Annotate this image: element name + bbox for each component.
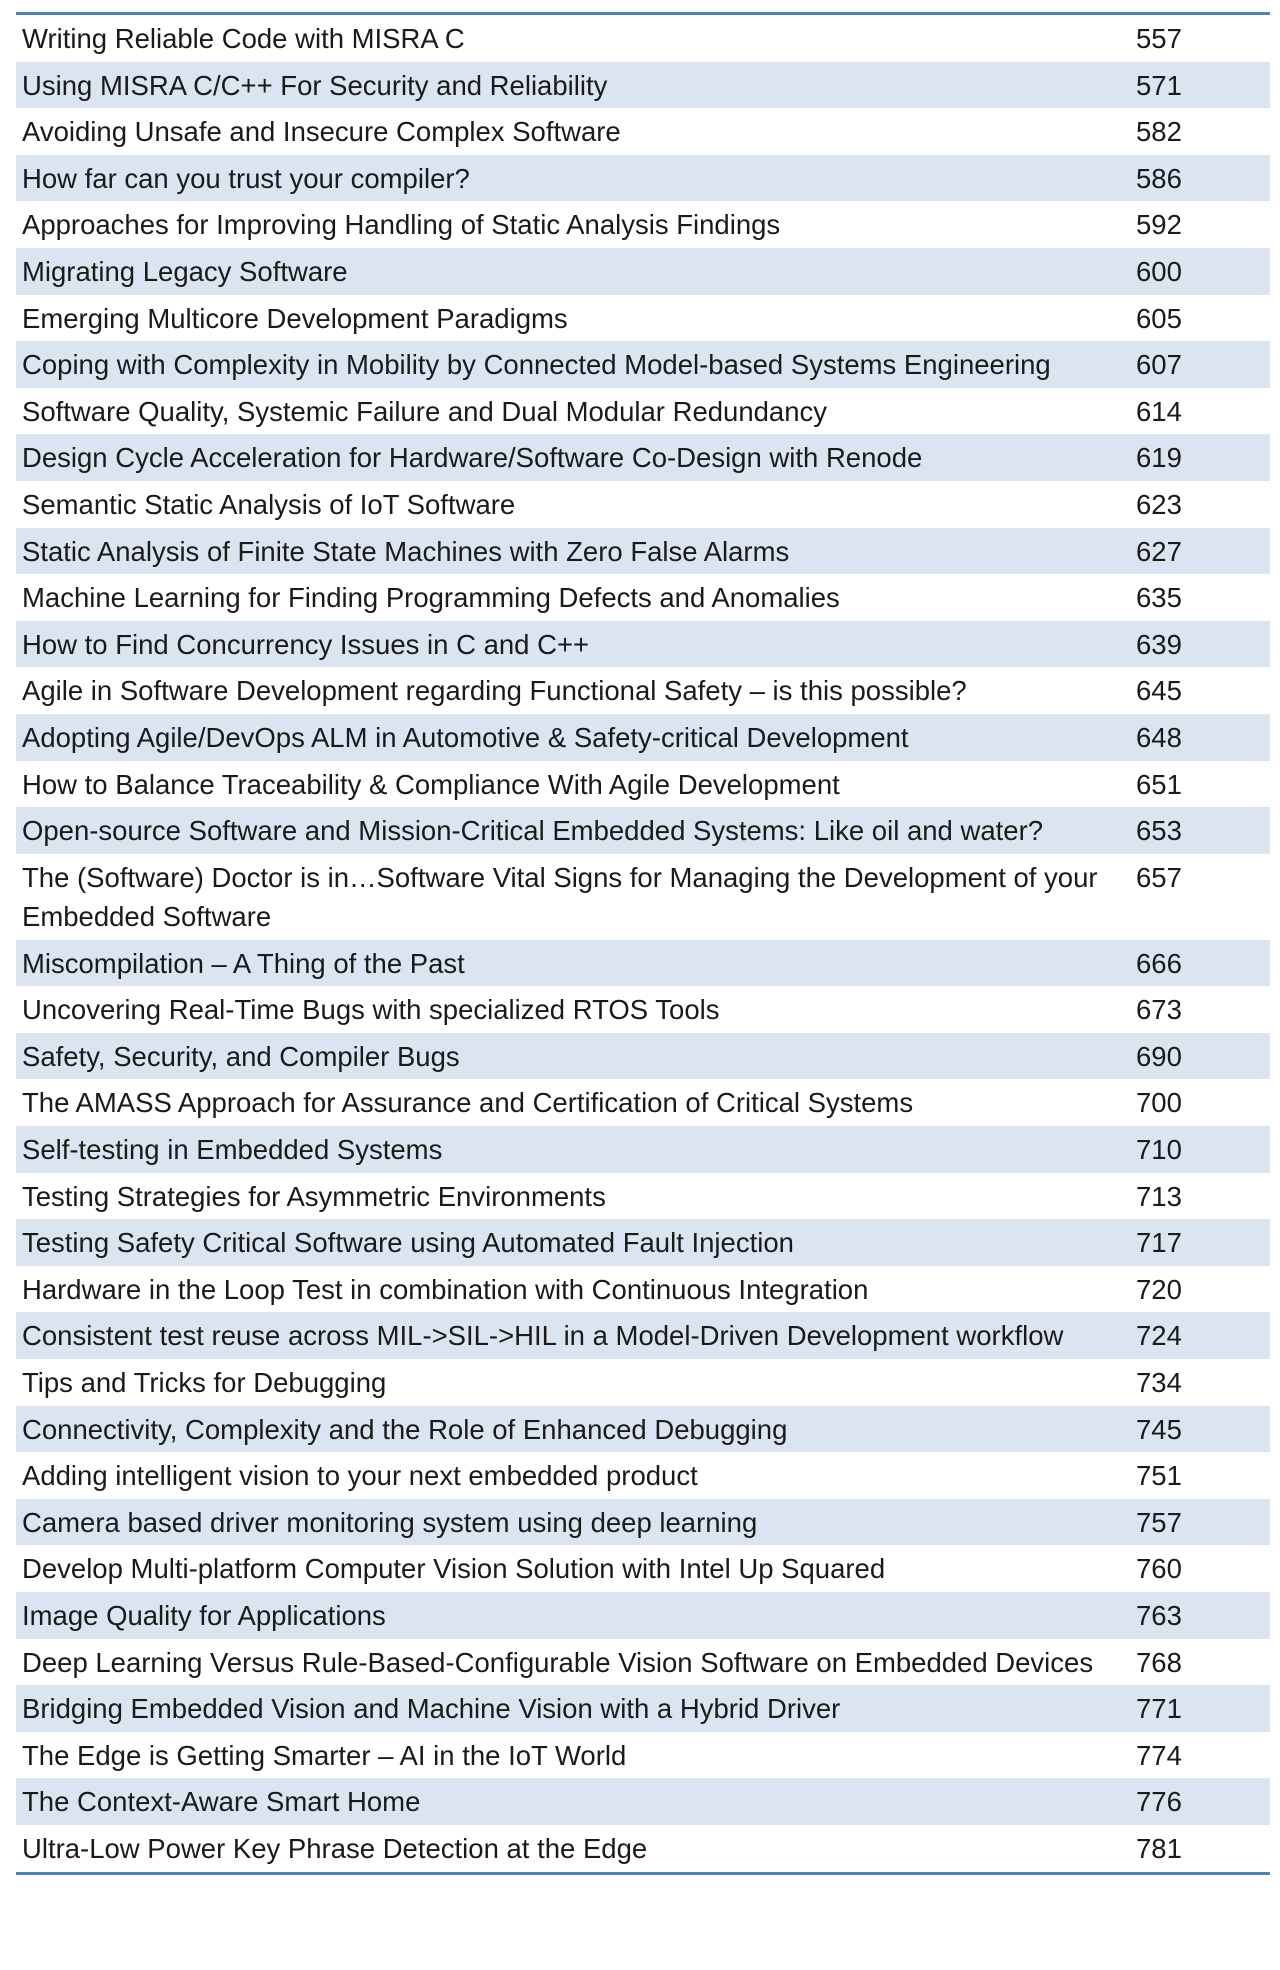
toc-row (16, 1126, 1270, 1173)
toc-row (16, 388, 1270, 435)
toc-row (16, 1732, 1270, 1779)
toc-row (16, 62, 1270, 109)
toc-entry-title: The (Software) Doctor is in…Software Vital Signs for Managing the Development of your Embedded Software (22, 861, 1098, 933)
toc-entry-title: Migrating Legacy Software (22, 255, 348, 287)
toc-row (16, 1825, 1270, 1872)
toc-entry-page-number: 657 (1136, 861, 1182, 893)
toc-entry-title: Semantic Static Analysis of IoT Software (22, 488, 516, 520)
toc-entry-page-number: 614 (1136, 395, 1182, 427)
toc-entry-title: Coping with Complexity in Mobility by Connected Model-based Systems Engineering (22, 349, 1051, 381)
toc-entry-title: Develop Multi-platform Computer Vision Solution with Intel Up Squared (22, 1553, 886, 1585)
toc-entry-title: Ultra-Low Power Key Phrase Detection at the Edge (22, 1832, 648, 1864)
toc-entry-title: Adding intelligent vision to your next embedded product (22, 1460, 698, 1492)
toc-entry-page-number: 607 (1136, 349, 1182, 381)
toc-entry-title: The AMASS Approach for Assurance and Certification of Critical Systems (22, 1087, 914, 1119)
toc-row (16, 108, 1270, 155)
toc-entry-title: Open-source Software and Mission-Critical Embedded Systems: Like oil and water? (22, 815, 1044, 847)
toc-entry-page-number: 592 (1136, 209, 1182, 241)
toc-entry-page-number: 673 (1136, 994, 1182, 1026)
toc-entry-page-number: 720 (1136, 1273, 1182, 1305)
toc-row (16, 854, 1270, 940)
toc-row (16, 1406, 1270, 1453)
toc-row (16, 1545, 1270, 1592)
toc-entry-page-number: 760 (1136, 1553, 1182, 1585)
toc-entry-page-number: 763 (1136, 1600, 1182, 1631)
toc-entry-title: Image Quality for Applications (22, 1600, 386, 1631)
toc-row (16, 1033, 1270, 1080)
toc-entry-title: Writing Reliable Code with MISRA C (22, 23, 465, 54)
toc-entry-title: Self-testing in Embedded Systems (22, 1134, 443, 1166)
toc-entry-title: Static Analysis of Finite State Machines with Zero False Alarms (22, 535, 790, 567)
toc-row (16, 248, 1270, 295)
toc-row (16, 667, 1270, 714)
toc-entry-page-number: 781 (1136, 1832, 1182, 1864)
toc-entry-title: Safety, Security, and Compiler Bugs (22, 1040, 460, 1072)
toc-entry-title: Miscompilation – A Thing of the Past (22, 947, 465, 979)
toc-entry-title: Hardware in the Loop Test in combination with Continuous Integration (22, 1273, 869, 1305)
toc-entry-page-number: 771 (1136, 1693, 1182, 1725)
toc-row (16, 528, 1270, 575)
toc-entry-page-number: 619 (1136, 442, 1182, 474)
toc-entry-page-number: 605 (1136, 302, 1182, 334)
toc-row (16, 714, 1270, 761)
toc-entry-page-number: 734 (1136, 1367, 1182, 1399)
toc-row (16, 481, 1270, 528)
toc-entry-title: Emerging Multicore Development Paradigms (22, 302, 568, 334)
toc-entry-title: Testing Strategies for Asymmetric Environments (22, 1180, 606, 1212)
toc-entry-title: Agile in Software Development regarding Functional Safety – is this possible? (22, 675, 967, 707)
toc-row (16, 155, 1270, 202)
toc-entry-page-number: 635 (1136, 582, 1182, 614)
toc-row (16, 1173, 1270, 1220)
toc-entry-page-number: 623 (1136, 488, 1182, 520)
toc-entry-page-number: 582 (1136, 116, 1182, 148)
toc-entry-title: Using MISRA C/C++ For Security and Reliability (22, 69, 608, 101)
toc-row (16, 1452, 1270, 1499)
toc-row (16, 15, 1270, 62)
toc-entry-title: Design Cycle Acceleration for Hardware/Software Co-Design with Renode (22, 442, 923, 474)
toc-row (16, 1359, 1270, 1406)
toc-row (16, 940, 1270, 987)
toc-row (16, 574, 1270, 621)
toc-entry-page-number: 757 (1136, 1506, 1182, 1538)
toc-row (16, 1079, 1270, 1126)
toc-entry-title: Testing Safety Critical Software using Automated Fault Injection (22, 1227, 794, 1259)
toc-entry-title: Avoiding Unsafe and Insecure Complex Software (22, 116, 621, 148)
toc-entry-page-number: 651 (1136, 768, 1182, 800)
toc-entry-page-number: 776 (1136, 1786, 1182, 1818)
toc-entry-title: The Edge is Getting Smarter – AI in the IoT World (22, 1739, 627, 1771)
toc-entry-title: Uncovering Real-Time Bugs with specialized RTOS Tools (22, 994, 720, 1026)
toc-row (16, 1778, 1270, 1825)
toc-row (16, 295, 1270, 342)
toc-row (16, 341, 1270, 388)
toc-row (16, 201, 1270, 248)
toc-entry-title: Approaches for Improving Handling of Static Analysis Findings (22, 209, 781, 241)
toc-row (16, 621, 1270, 668)
toc-entry-title: How to Balance Traceability & Compliance With Agile Development (22, 768, 840, 800)
toc-entry-page-number: 700 (1136, 1087, 1182, 1119)
toc-row (16, 1499, 1270, 1546)
toc-entry-title: Software Quality, Systemic Failure and Dual Modular Redundancy (22, 395, 828, 427)
toc-entry-page-number: 586 (1136, 162, 1182, 194)
toc-row (16, 1685, 1270, 1732)
toc-entry-page-number: 774 (1136, 1739, 1182, 1771)
toc-entry-page-number: 745 (1136, 1413, 1182, 1445)
toc-row (16, 1266, 1270, 1313)
toc-row (16, 1312, 1270, 1359)
toc-entry-page-number: 648 (1136, 721, 1182, 753)
toc-entry-page-number: 571 (1136, 69, 1182, 101)
toc-row (16, 986, 1270, 1033)
toc-entry-title: Bridging Embedded Vision and Machine Vision with a Hybrid Driver (22, 1693, 841, 1725)
table-of-contents (16, 12, 1270, 1875)
toc-entry-page-number: 768 (1136, 1646, 1182, 1678)
toc-entry-page-number: 690 (1136, 1040, 1182, 1072)
toc-entry-title: Machine Learning for Finding Programming Defects and Anomalies (22, 582, 840, 614)
toc-entry-title: How far can you trust your compiler? (22, 162, 470, 194)
toc-row (16, 1639, 1270, 1686)
toc-entry-page-number: 557 (1136, 23, 1182, 54)
toc-entry-page-number: 600 (1136, 255, 1182, 287)
toc-entry-title: Consistent test reuse across MIL->SIL->HIL in a Model-Driven Development workflow (22, 1320, 1064, 1352)
toc-entry-page-number: 627 (1136, 535, 1182, 567)
toc-entry-page-number: 751 (1136, 1460, 1182, 1492)
toc-entry-page-number: 653 (1136, 815, 1182, 847)
toc-entry-page-number: 710 (1136, 1134, 1182, 1166)
toc-entry-page-number: 713 (1136, 1180, 1182, 1212)
toc-row (16, 1592, 1270, 1639)
toc-entry-title: Camera based driver monitoring system using deep learning (22, 1506, 758, 1538)
toc-entry-page-number: 724 (1136, 1320, 1182, 1352)
toc-entry-page-number: 645 (1136, 675, 1182, 707)
toc-row (16, 1219, 1270, 1266)
toc-entry-title: Tips and Tricks for Debugging (22, 1367, 387, 1399)
toc-entry-title: Adopting Agile/DevOps ALM in Automotive & Safety-critical Development (22, 721, 909, 753)
toc-entry-title: The Context-Aware Smart Home (22, 1786, 421, 1818)
toc-entry-page-number: 639 (1136, 628, 1182, 660)
toc-row (16, 761, 1270, 808)
toc-row (16, 434, 1270, 481)
toc-entry-page-number: 666 (1136, 947, 1182, 979)
toc-entry-title: Deep Learning Versus Rule-Based-Configurable Vision Software on Embedded Devices (22, 1646, 1094, 1678)
toc-entry-title: How to Find Concurrency Issues in C and C++ (22, 628, 590, 660)
toc-entry-title: Connectivity, Complexity and the Role of Enhanced Debugging (22, 1413, 788, 1445)
toc-entry-page-number: 717 (1136, 1227, 1182, 1259)
toc-row (16, 807, 1270, 854)
